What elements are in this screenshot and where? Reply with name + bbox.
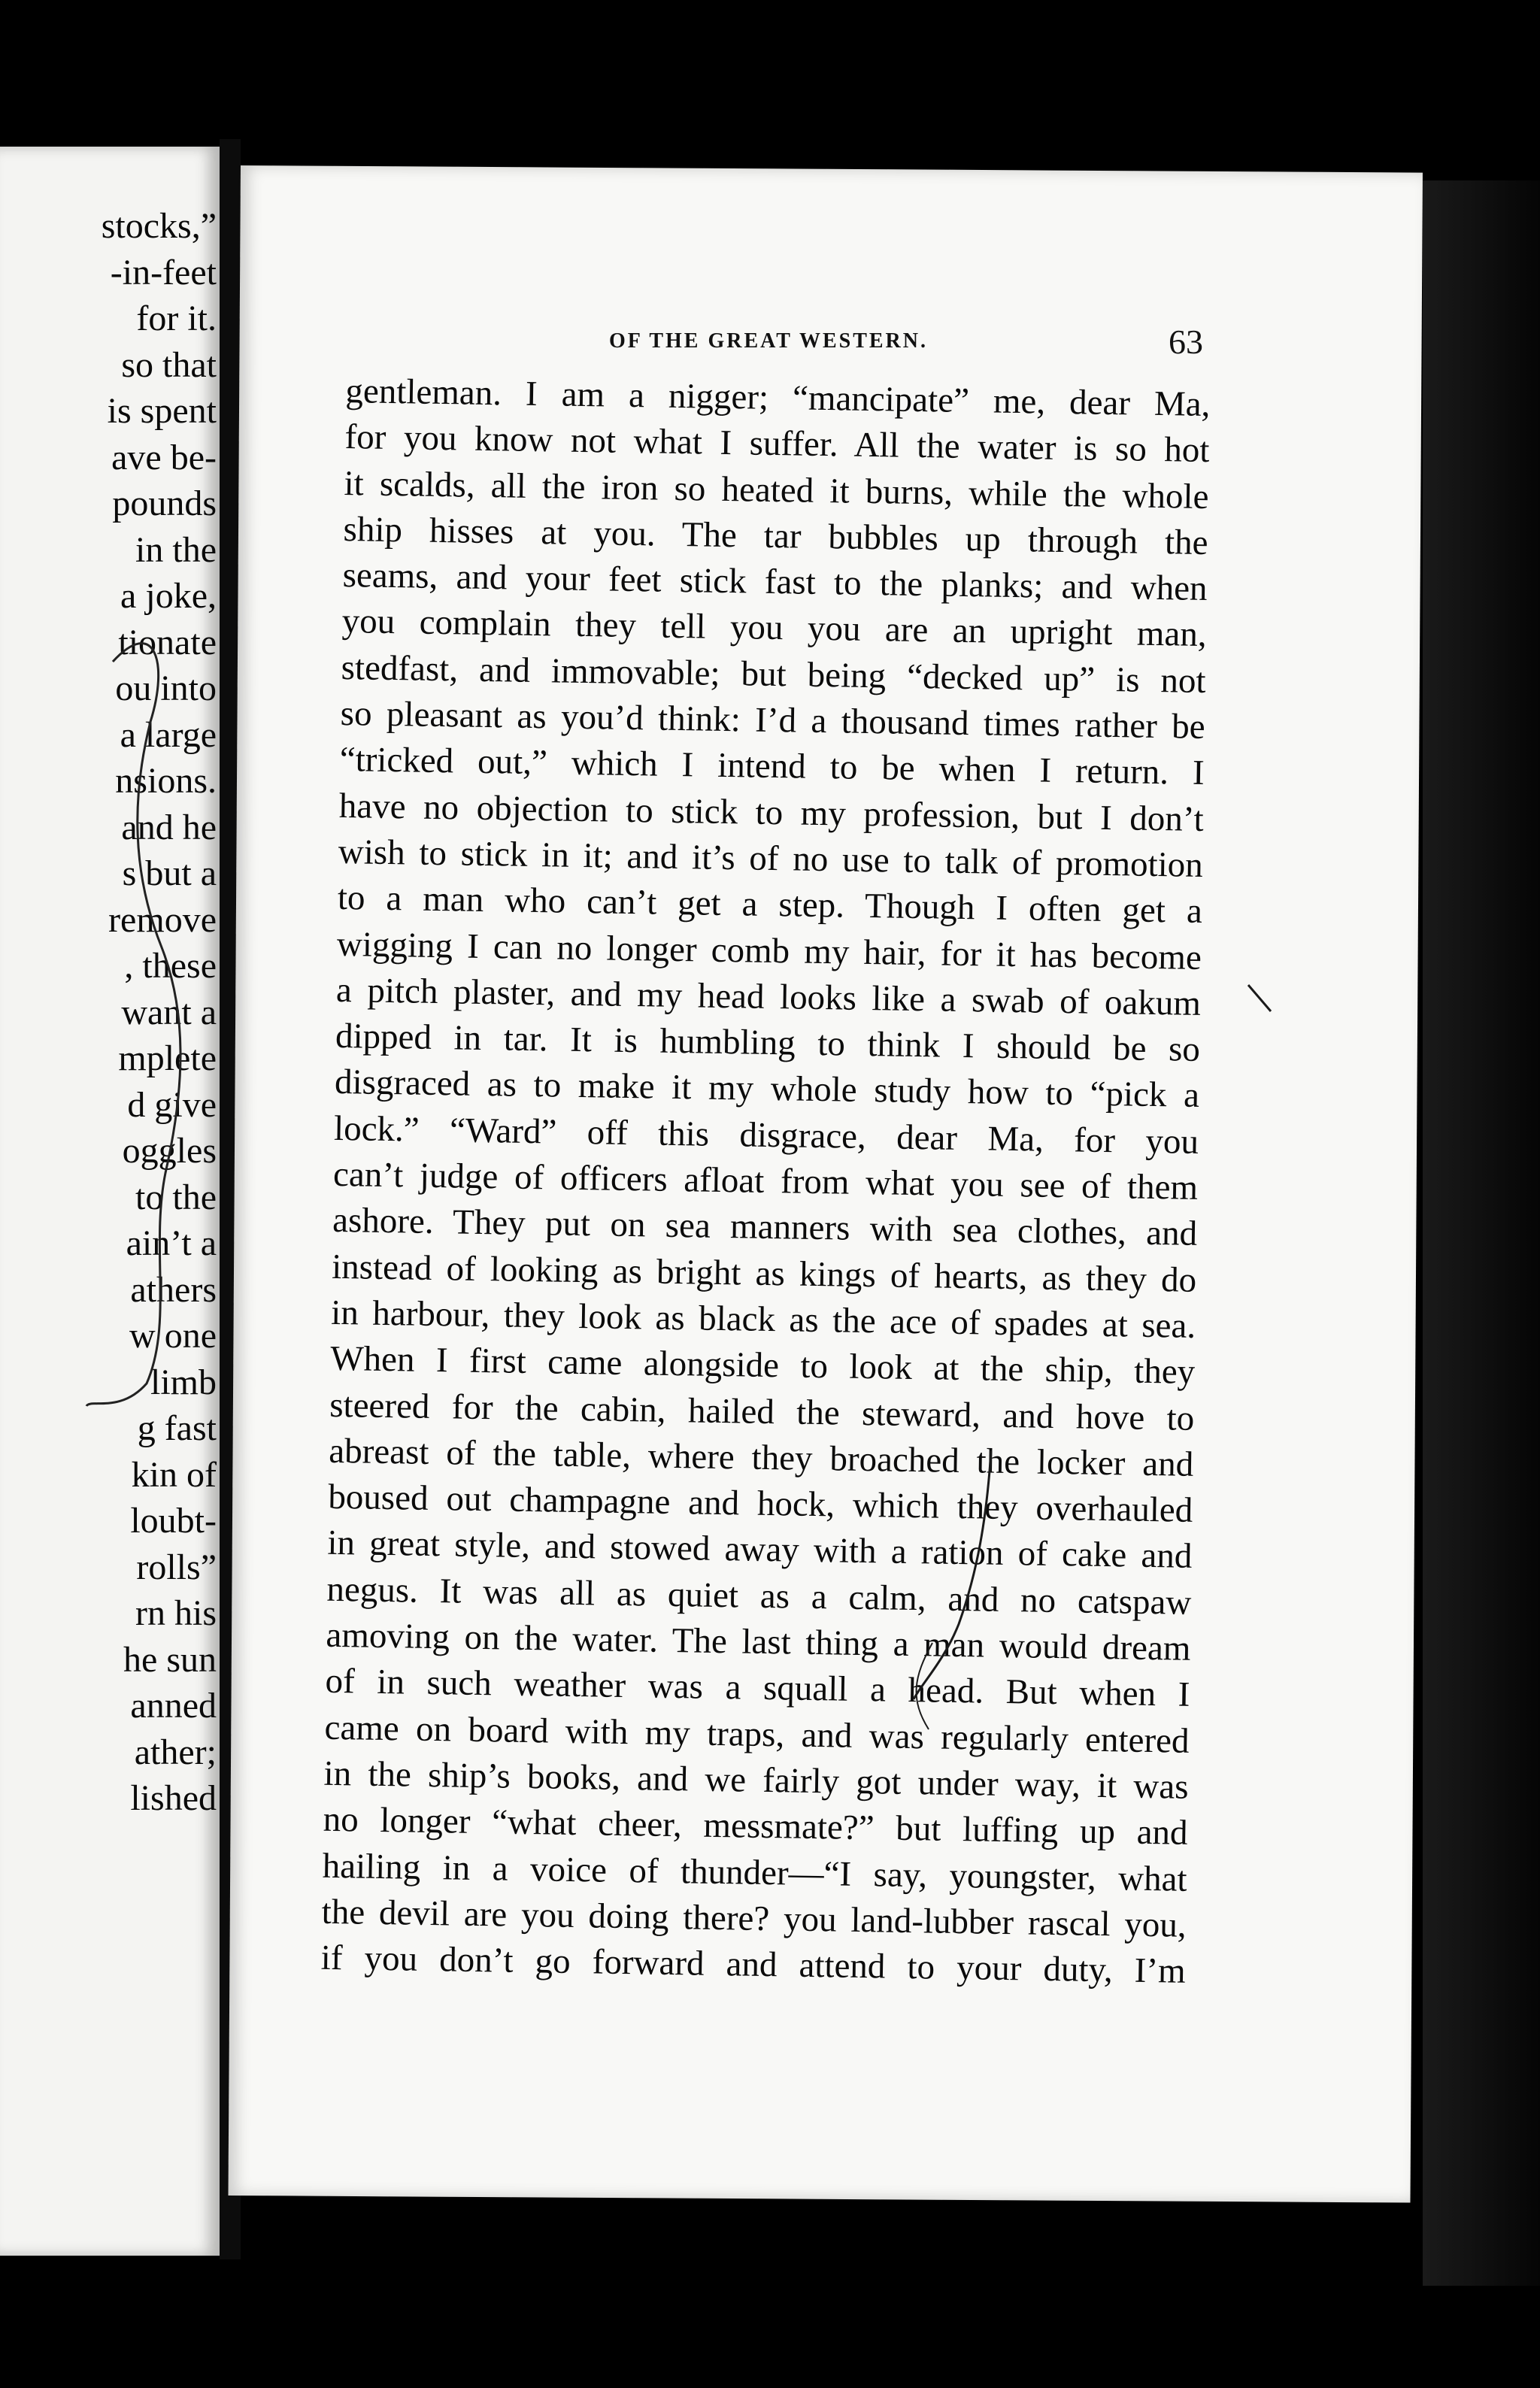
left-line: he sun <box>123 1639 217 1680</box>
left-line: remove <box>108 899 217 940</box>
text-line: no longer “what cheer, messmate?” but luffing up and <box>323 1799 1188 1853</box>
text-line: boused out champagne and hock, which they overhauled <box>328 1477 1193 1530</box>
text-line: in harbour, they look as black as the ace of spades at sea. <box>330 1292 1196 1346</box>
text-line: a pitch plaster, and my head looks like a swab of oakum <box>335 970 1202 1023</box>
left-line: a large <box>120 714 217 755</box>
left-line: limb <box>150 1362 217 1402</box>
text-line: so pleasant as you’d think: I’d a thousand times rather be <box>340 694 1206 747</box>
left-line: mplete <box>118 1038 217 1078</box>
text-line: When I first came alongside to look at the ship, they <box>329 1339 1196 1392</box>
left-line: w one <box>129 1316 217 1356</box>
text-line: to a man who can’t get a step. Though I often get a <box>337 878 1203 932</box>
left-line: to the <box>135 1177 217 1217</box>
left-line: ave be- <box>111 437 217 477</box>
left-line: , these <box>124 946 217 986</box>
text-line: hailing in a voice of thunder—“I say, youngster, what <box>322 1846 1187 1899</box>
left-line: is spent <box>107 391 217 431</box>
text-line: if you don’t go forward and attend to your duty, I’m <box>320 1938 1187 1991</box>
left-line: pounds <box>112 483 217 523</box>
text-line: instead of looking as bright as kings of hearts, as they do <box>331 1247 1197 1300</box>
text-line: ashore. They put on sea manners with sea clothes, and <box>332 1201 1198 1254</box>
left-line: loubt- <box>130 1501 217 1541</box>
left-line: athers <box>130 1269 217 1310</box>
text-line: ship hisses at you. The tar bubbles up through the <box>343 509 1208 562</box>
text-line: dipped in tar. It is humbling to think I should be so <box>335 1017 1201 1070</box>
text-line: seams, and your feet stick fast to the planks; and when <box>342 556 1208 609</box>
text-line: wish to stick in it; and it’s of no use to talk of promotion <box>338 832 1204 885</box>
text-line: you complain they tell you you are an upright man, <box>341 602 1207 655</box>
text-line: disgraced as to make it my whole study how to “pick a <box>334 1062 1200 1116</box>
text-line: in great style, and stowed away with a ration of cake and <box>327 1523 1193 1577</box>
left-line: s but a <box>122 853 217 893</box>
left-line: and he <box>121 807 217 847</box>
left-line: rolls” <box>136 1547 217 1587</box>
left-line: d give <box>127 1084 217 1125</box>
left-line: kin of <box>131 1454 217 1495</box>
text-line: have no objection to stick to my profession, but I don’t <box>338 786 1205 839</box>
text-line: for you know not what I suffer. All the water is so hot <box>344 417 1210 471</box>
body-text <box>320 368 1211 1995</box>
left-line: stocks,” <box>101 206 217 246</box>
text-line: gentleman. I am a nigger; “mancipate” me, dear Ma, <box>345 371 1211 425</box>
text-line: wigging I can no longer comb my hair, for it has become <box>336 924 1202 977</box>
left-line: nsions. <box>115 761 217 801</box>
text-line: stedfast, and immovable; but being “decked up” is not <box>341 647 1207 701</box>
text-line: it scalds, all the iron so heated it burns, while the whole <box>344 463 1209 517</box>
left-line: so that <box>121 344 217 385</box>
left-line: ain’t a <box>126 1223 217 1263</box>
left-line: oggles <box>122 1131 217 1171</box>
text-line: steered for the cabin, hailed the steward, and hove to <box>329 1385 1195 1438</box>
left-line: for it. <box>136 298 217 338</box>
left-line: ather; <box>134 1732 217 1772</box>
left-page-text-clip <box>0 0 220 2388</box>
left-line: a joke, <box>120 576 217 616</box>
text-line: lock.” “Ward” off this disgrace, dear Ma, for you <box>333 1108 1199 1162</box>
book-edge <box>1423 180 1540 2286</box>
text-line: can’t judge of officers afloat from what you see of them <box>332 1154 1199 1208</box>
left-line: anned <box>130 1686 217 1726</box>
text-line: abreast of the table, where they broached the locker and <box>328 1431 1194 1484</box>
left-line: ou into <box>115 668 217 708</box>
running-header <box>609 325 1203 367</box>
text-line: came on board with my traps, and was regularly entered <box>324 1708 1190 1761</box>
left-line: -in-feet <box>110 252 217 292</box>
left-line: in the <box>135 529 217 570</box>
left-line: tionate <box>118 622 217 662</box>
left-line: g fast <box>137 1408 217 1448</box>
left-page-text <box>0 203 217 1822</box>
text-line: in the ship’s books, and we fairly got under way, it was <box>323 1753 1189 1807</box>
left-line: rn his <box>135 1593 217 1633</box>
text-line: “tricked out,” which I intend to be when I return. I <box>339 740 1205 793</box>
text-line: the devil are you doing there? you land-lubber rascal you, <box>321 1892 1187 1945</box>
page-number: 63 <box>1169 323 1203 361</box>
left-line: want a <box>121 992 217 1032</box>
text-line: amoving on the water. The last thing a man would dream <box>326 1615 1191 1668</box>
running-title: OF THE GREAT WESTERN. <box>609 329 928 353</box>
text-line: of in such weather was a squall a head. But when I <box>325 1662 1190 1715</box>
left-line: lished <box>130 1778 217 1818</box>
text-line: negus. It was all as quiet as a calm, and no catspaw <box>326 1569 1192 1623</box>
